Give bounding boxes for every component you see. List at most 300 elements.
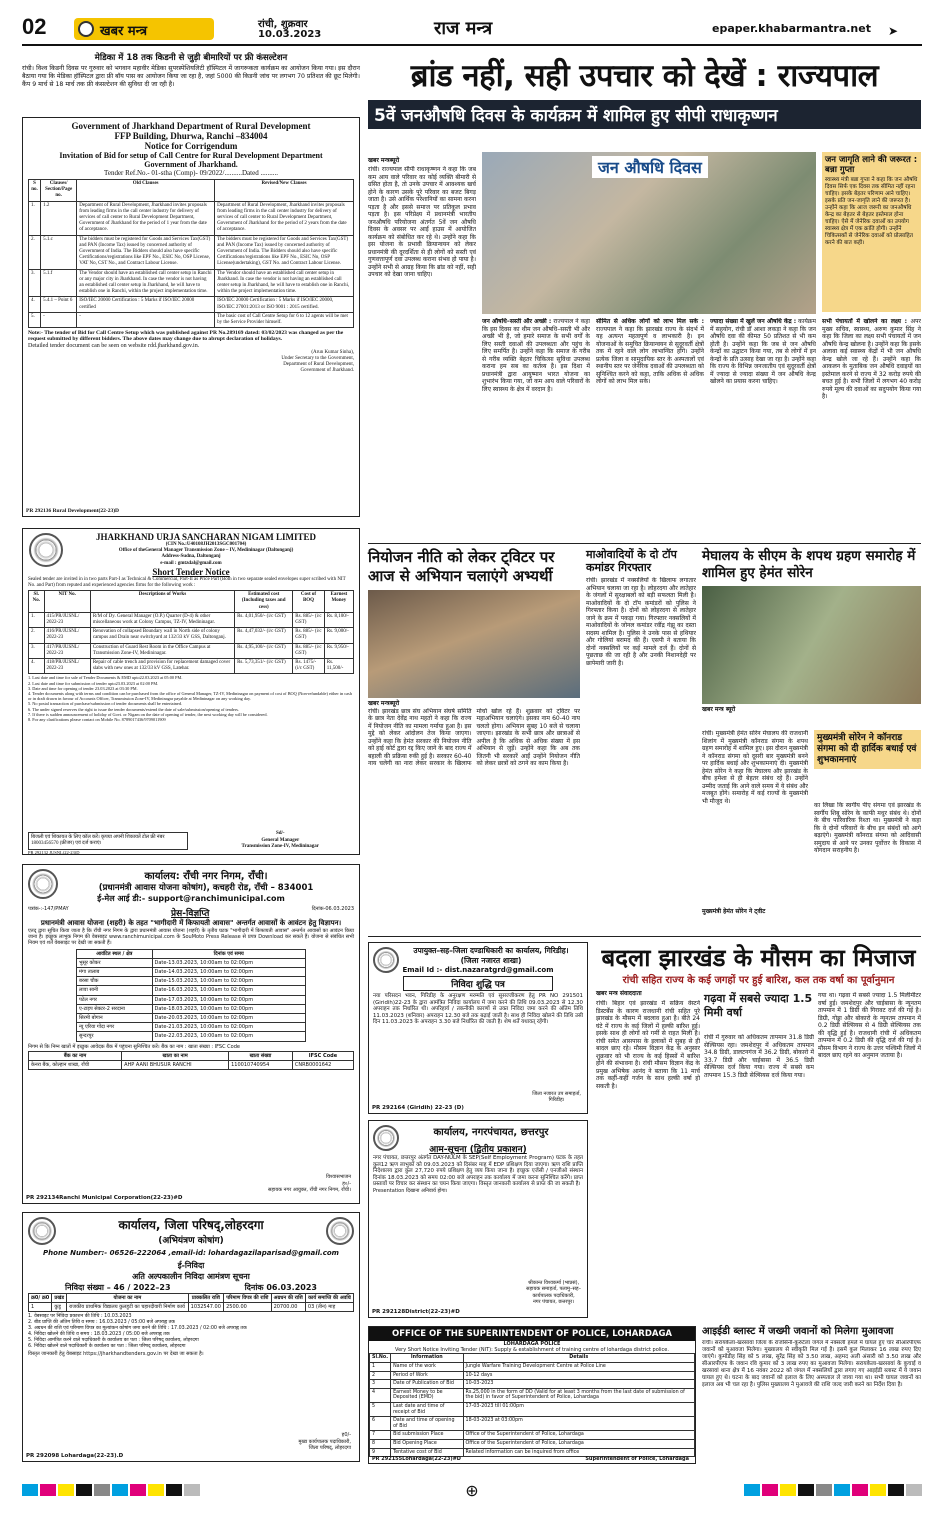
text-line: 7. If there is sudden announcement of holiday of Govt. or Nigam on the date of opening of tender, the next working day will be considered. bbox=[28, 711, 268, 717]
color-bar bbox=[798, 1484, 814, 1496]
table-row bbox=[29, 235, 354, 269]
table-cell: Rs. 885/- (i/c GST) bbox=[293, 612, 324, 627]
lead-col-2 bbox=[482, 318, 590, 540]
niyojan-headline: नियोजन नीति को लेकर ट्विटर पर आज से अभियान चलाएंगे अभ्यर्थी bbox=[368, 548, 555, 585]
zp-signature bbox=[298, 1432, 351, 1451]
text-line: Department of Rural Development, bbox=[283, 362, 354, 368]
section-title: राज मन्त्र bbox=[434, 18, 493, 39]
color-bar bbox=[184, 1484, 200, 1496]
table-cell: 5.4.1 – Point 6 bbox=[41, 297, 77, 312]
table-cell: 2. bbox=[29, 628, 45, 643]
table-cell: Rs. 11,500/- bbox=[324, 659, 353, 674]
text-line: श्रीकान्त विश्वकर्मा (भाप्रसं), bbox=[527, 1280, 580, 1287]
rmc-body: एतद् द्वारा सूचित किया जाता है कि राँची नगर निगम के द्वारा प्रधानमंत्री आवास योजना (शहरी) के तृतीय घटक "भागीदारी में किफायती आवास" अन्तर्गत आवासों का आवंटन किया जाना है। इच्छुक लाभुक निगम की वेबसाइट www.ranchimunicipal.com के SouMoto Press Release से प्रपत्र Download कर सकते हैं। योजना से संबंधित सभी नियम एवं शर्तें वेबसाइट पर देखी जा सकती हैं। bbox=[28, 928, 354, 947]
table-cell: बरसा चौक bbox=[77, 977, 153, 986]
giridih-email: Email Id :- dist.nazaratgrd@gmail.com bbox=[402, 966, 554, 974]
table-cell: Tentative cost of Bid bbox=[391, 1448, 463, 1457]
text-line: 2. Last date and time for submission of tender upto23.03.2023 at 02:00 PM. bbox=[28, 680, 159, 686]
table-header-cell: IFSC Code bbox=[292, 1051, 353, 1060]
table-cell: The bidders must be registered for Goods and Services Tax(GST) and PAN (Income Tax) issued by concerned authority of Government of India. The Bidders should also have specific Certifications/registrations like EPF No., ESIC No, OSP License(undertaking), GST No. and Contract Labour License. bbox=[215, 235, 354, 269]
chhatarpur-logo-icon bbox=[373, 1125, 399, 1151]
table-cell: 415/PR/JUSNL/ 2022-23 bbox=[44, 612, 90, 627]
table-header-cell: Old Clauses bbox=[77, 180, 215, 202]
table-cell: 9 bbox=[370, 1448, 391, 1457]
color-bar bbox=[834, 1484, 850, 1496]
table-cell: पटेल नगर bbox=[77, 995, 153, 1004]
rmc-signature bbox=[268, 1174, 351, 1193]
rmc-bank bbox=[28, 1051, 354, 1070]
page-number: 02 bbox=[22, 14, 47, 39]
lead-byline: खबर मन्त्रब्यूरो bbox=[368, 157, 400, 164]
registration-marks bbox=[22, 1478, 922, 1502]
jusnl-office: Office of theGeneral Manager Transmission Zone – IV, Medininagar (Daltonganj) bbox=[118, 548, 294, 554]
color-bar bbox=[130, 1484, 146, 1496]
rural-table bbox=[28, 179, 354, 328]
table-row bbox=[370, 1363, 695, 1372]
table-cell: मंगा तालाब bbox=[77, 968, 153, 977]
lead-photo bbox=[482, 152, 816, 314]
medica-body: रांची। विश्व किडनी दिवस पर गुरुवार को भगवान महावीर मेडिका सुपरस्पेशियलिटी हॉस्पिटल में जागरूकता कार्यक्रम का आयोजन किया गया। इस दौरान बैठाया गया कि मेडिका हॉस्पिटल द्वारा फ्री बॉय पास का आयोजन किया जा रहा है, जहां 5000 की किडनी जांच पर लगभग 70 प्रतिशत की छूट मिलेगी। कैंप 9 मार्च से 18 मार्च तक फ्री कंसल्टेशन की सुविधा दी जा रही है। bbox=[22, 65, 360, 88]
niyojan-body: रांची। झारखंड छात्र संघ अभियान संघर्ष समिति के छात्र नेता देवेंद्र नाथ महतो ने कहा कि राज्य में नियोजन नीति का मामला गर्माया हुआ है। इस मुद्दे को लेकर आंदोलन तेज किया जाएगा। उन्होंने कहा कि हेमंत सरकार की नियोजन नीति को हाई कोर्ट द्वारा रद्द किए जाने के बाद राज्य में बहाली की प्रक्रिया रुकी हुई है। सरकार 60-40 नाय चलेगी का नारा लेकर सरकार के खिलाफ मोर्चा खोल रहे हैं। शुक्रवार को ट्विटर पर महाअभियान चलाएंगे। इसका नाम 60-40 नाय चलतो होगा। अभियान सुबह 10 बजे से चलाया जाएगा। झारखंड के सभी छात्र और छात्राओं से अपील है कि अधिक से अधिक संख्या में इस अभियान से जुड़ें। उन्होंने कहा कि अब तक जितनी भी सरकारें आईं उन्होंने नियोजन नीति को लेकर छात्रों को ठगने का काम किया है। bbox=[368, 707, 580, 767]
giridih-signature bbox=[532, 1091, 581, 1103]
chhatarpur-body: नगर पंचायत, छत्तरपुर अंतर्गत DAY-NULM के SEP(Self Employment Program) घटक के तहत कुल12 ऋण लाभुकों को 09.03.2023 को दिसंबर माह में EDP प्रशिक्षण दिया जाएगा। ऋण राशि प्राप्ति निदेशालय द्वारा कुल 27,720 रुपये प्रशिक्षण हेतु व्यय किया जाना है। इच्छुक एजेंसी / एनजीओ संस्थान दिनांक 18.03.2023 को समय 02:00 बजे अपराहन तक कार्यालय में जमा करना सुनिश्चित करेंगे। प्राप्त प्रस्तावों पर विचार कर संस्थान का चयन किया जाएगा। विस्तृत जानकारी कार्यालय से प्राप्त की जा सकती है। bbox=[373, 1155, 583, 1188]
text-line: 8. For any clarifications please contact on Mobile No. 8789017436/9709011909 bbox=[28, 717, 166, 723]
table-row bbox=[370, 1431, 695, 1440]
table-row bbox=[77, 1032, 306, 1041]
text-line: विश्वासभाजन bbox=[326, 1174, 351, 1181]
rmc-notice bbox=[22, 864, 360, 1204]
weather-story bbox=[596, 944, 921, 1319]
rmc-patrank: पत्रांक-:-147/PMAY bbox=[28, 906, 69, 912]
table-row bbox=[29, 201, 354, 235]
table-row bbox=[370, 1439, 695, 1448]
table-cell: Date-21.03.2023, 10:00am to 02:00pm bbox=[152, 1023, 305, 1032]
lead-deck: 5वें जनऔषधि दिवस के कार्यक्रम में शामिल हुए सीपी राधाकृष्णन bbox=[368, 100, 921, 129]
weather-byline: खबर मन्त्र संवाददाता bbox=[596, 990, 642, 997]
table-cell: 110010740954 bbox=[229, 1061, 293, 1070]
divider bbox=[368, 543, 921, 544]
lead-body-4: कार्यक्रम में सहयोग, रांची डॉ आशा लकड़ा ने कहा कि जन औषधि दवा की कीमत 50 प्रतिशत से भी कम होती है। उन्होंने कहा कि जब से जन औषधि केन्द्रों का उद्घाटन किया गया, तब से लोगों में इन केन्द्रों के प्रति उत्साह देखा जा रहा है। उन्होंने कहा कि राज्य के विभिन्न जनजातीय एवं सुदूरवर्ती क्षेत्रों में ज्यादा से ज्यादा संख्या में जन औषधि केन्द्र खोलने का प्रयास करना चाहिए। bbox=[710, 318, 816, 385]
table-row bbox=[77, 1004, 306, 1013]
table-cell: 5 bbox=[370, 1402, 391, 1416]
color-bar bbox=[166, 1484, 182, 1496]
sp-table bbox=[369, 1353, 695, 1457]
table-row bbox=[370, 1380, 695, 1389]
table-cell: Date-17.03.2023, 10:00am to 02:00pm bbox=[152, 995, 305, 1004]
medica-headline: मेडिका में 18 तक किडनी से जुड़ी बीमारियों पर फ्री कंसल्टेशन bbox=[94, 53, 288, 63]
color-bar bbox=[780, 1484, 796, 1496]
jusnl-pr: PR 292132 JUSNL(22-23)D bbox=[28, 850, 80, 855]
table-header-cell: कार्य समाप्ति की अवधि bbox=[305, 1294, 353, 1303]
rmc-schedule bbox=[76, 949, 306, 1042]
dateline-city: रांची, शुक्रवार bbox=[258, 19, 308, 30]
meghalaya-story bbox=[702, 548, 921, 928]
table-cell: Date-13.03.2023, 10:00am to 02:00pm bbox=[152, 958, 305, 967]
jusnl-logo-icon bbox=[29, 533, 63, 567]
table-header-cell: Information bbox=[391, 1354, 463, 1363]
table-cell: The bidders must be registered for Goods and Services Tax(GST) and PAN (Income Tax) issued by concerned authority of Government of India. The Bidders should also have specific Certifications/registrations like EPF No., ESIC No, OSP License, VAT No, CST No., and Contract Labour License. bbox=[77, 235, 215, 269]
table-cell: Bid Opening Place bbox=[391, 1439, 463, 1448]
rmc-logo-icon bbox=[28, 869, 58, 899]
sp-signature: Superintendent of Police, Lohardaga bbox=[585, 1455, 689, 1462]
jusnl-cin: (CIN No.:U40108JH2013SGC001704) bbox=[165, 542, 247, 547]
table-cell: The Vendor should have an established call center setup in Ranchi or any major city in Jharkhand. In case the vendor is not having an established call center setup in Jharkhand, he will have to establish one in Ranchi, within the project implementation time. bbox=[77, 269, 215, 297]
text-line: 1. Last date and time for sale of Tender Documents & EMD upto22.03.2023 at 05:00 PM. bbox=[28, 675, 183, 681]
table-cell: Date-15.03.2023, 10:00am to 02:00pm bbox=[152, 977, 305, 986]
lead-sidebar-title: जन जागृति लाने की जरूरत : बन्ना गुप्ता bbox=[825, 155, 918, 175]
table-cell: 2 bbox=[370, 1371, 391, 1380]
maoist-headline: माओवादियों के दो टॉप कमांडर गिरफ्तार bbox=[586, 548, 677, 574]
cursor-icon: ➤ bbox=[888, 24, 899, 38]
jusnl-addr: Address-Sudna, Daltonganj bbox=[161, 554, 221, 560]
table-cell: Date-14.03.2023, 10:00am to 02:00pm bbox=[152, 968, 305, 977]
table-cell: 417/PR/JUSNL/ 2022-23 bbox=[44, 643, 90, 658]
table-header-cell: S no. bbox=[29, 180, 41, 202]
table-row bbox=[77, 958, 306, 967]
table-cell: Rs. 885/- (i/c GST) bbox=[293, 643, 324, 658]
text-line: कार्यपालक पदाधिकारी, bbox=[532, 1292, 575, 1299]
ied-story bbox=[702, 1326, 921, 1464]
table-header-cell: प्राक्कलित राशि bbox=[188, 1294, 223, 1303]
table-header-cell: Clauses/ Section/Page no. bbox=[41, 180, 77, 202]
table-cell: 7 bbox=[370, 1431, 391, 1440]
table-cell: 5.1.f bbox=[41, 269, 77, 297]
table-cell: - bbox=[77, 312, 215, 327]
table-header-cell: आवंटित स्थल / क्षेत्र bbox=[77, 949, 153, 958]
table-cell: लावा सानी bbox=[77, 986, 153, 995]
jusnl-email: e-mail : gmtzdal@gmail.com bbox=[160, 560, 222, 566]
text-line: Government of Jharkhand. bbox=[300, 368, 354, 374]
table-header-cell: Revised/New Clauses bbox=[215, 180, 354, 202]
table-row bbox=[29, 297, 354, 312]
rmc-dinank: दिनांक-06.03.2023 bbox=[311, 906, 354, 912]
table-row bbox=[29, 269, 354, 297]
table-header-cell: Descriptions of Works bbox=[90, 591, 234, 613]
table-cell: Rs. 885/- (i/c GST) bbox=[293, 628, 324, 643]
text-line: जिला परिषद्, लोहरदगा bbox=[308, 1444, 351, 1451]
table-cell: AHP AANI BHUSUR RANCHI bbox=[122, 1061, 229, 1070]
lead-sub-3: ज्यादा संख्या में खुलें जन औषधि केंद्र : bbox=[710, 318, 797, 325]
lead-sub-1: जन औषधि–सस्ती और अच्छी : bbox=[482, 318, 552, 325]
giridih-logo-icon bbox=[373, 947, 399, 973]
text-line: 4. Tender documents along with terms and condition can be purchased from the office of General Manager, TZ-IV, Medininagar on payment of cost of BOQ (Non-refundable) either in cash or in draft drawn in favour of Accounts Officer, Transmission Zone-IV, Medininagar payable at Medininagar on any working day. bbox=[28, 691, 352, 702]
table-header-cell: प्रखंड bbox=[52, 1294, 67, 1303]
zp-nivida: ई-निविदा bbox=[177, 1261, 205, 1270]
text-line: 6. निविदा खोलने वाले पदाधिकारी के कार्यालय का पता : जिला परिषद् कार्यालय, लोहरदगा bbox=[28, 1344, 186, 1350]
table-cell: 8 bbox=[370, 1439, 391, 1448]
meghalaya-caption: मुख्यमंत्री हेमंत सोरेन ने ट्वीट bbox=[702, 908, 766, 915]
rmc-note: निगम से कि निम्न खातों में इच्छुक आवेदक बैंक में पहुंचना सुनिश्चित करें। बैंक का नाम : खाता संख्या : IFSC Code bbox=[28, 1043, 240, 1050]
table-cell: 10-12 days bbox=[463, 1371, 694, 1380]
table-header-cell: अग्रधन की राशि bbox=[271, 1294, 305, 1303]
table-row bbox=[29, 312, 354, 327]
table-header-cell: Cost of BOQ bbox=[293, 591, 324, 613]
lead-headline: ब्रांड नहीं, सही उपचार को देखें : राज्यपाल bbox=[410, 58, 879, 94]
table-cell: Date-16.03.2023, 10:00am to 02:00pm bbox=[152, 986, 305, 995]
dateline-date: 10.03.2023 bbox=[258, 29, 322, 40]
zp-num: निविदा संख्या – 46 / 2022–23 bbox=[65, 1283, 171, 1292]
table-cell: 2. bbox=[29, 235, 41, 269]
rmc-pr: PR 292134Ranchi Municipal Corporation(22-23)#D bbox=[26, 1195, 183, 1201]
table-header-cell: बैंक का नाम bbox=[29, 1051, 122, 1060]
zp-date: दिनांक 06.03.2023 bbox=[244, 1283, 317, 1292]
table-header-cell: योजना का नाम bbox=[67, 1294, 189, 1303]
weather-headline: बदला झारखंड के मौसम का मिजाज bbox=[601, 944, 916, 972]
rural-dev-notice bbox=[22, 117, 360, 517]
zp-logo-right-icon bbox=[326, 1217, 354, 1245]
rural-pr: PR 292136 Rural Development(22-23)D bbox=[26, 508, 120, 514]
color-bar bbox=[762, 1484, 778, 1496]
table-cell: Rs. 4,95,100/- (i/c GST) bbox=[235, 643, 293, 658]
text-line: 3. Date and time for opening of tender 23.03.2023 at 03:30 PM. bbox=[28, 685, 138, 691]
table-cell: Date of Publication of Bid bbox=[391, 1380, 463, 1389]
table-cell: Department of Rural Development, Jharkhand invites proposals from leading firms in the call center industry for delivery of services of call center to Rural Development Department, Government of Jharkhand for the period of 1 year from the date of acceptance. bbox=[77, 201, 215, 235]
lead-body-2: राज्यपाल ने कहा कि इस दिवस का थीम जन औषधि–सस्ती भी और अच्छी भी है, जो हमारे समाज के सभी वर्गों के लिए सस्ती दवाओं की उपलब्धता और पहुंच के लिए समर्पित है। उन्होंने कहा कि समाज के गरीब से गरीब व्यक्ति बेहतर चिकित्सा सुविधा उपलब्ध कराना हम सब का कर्तव्य है। इस दिशा में प्रधानमंत्री द्वारा आयुष्मान भारत योजना का शुभारंभ किया गया, जो कम आय वाले परिवारों के लिए स्वास्थ्य के क्षेत्र में वरदान है। bbox=[482, 318, 590, 393]
table-cell: Date-22.03.2023, 10:00am to 02:00pm bbox=[152, 1032, 305, 1041]
lead-sidebar bbox=[822, 152, 921, 312]
lead-sub-4: सभी पंचायतों में खोलने का लक्ष्य : bbox=[822, 318, 908, 325]
meghalaya-box: मुख्यमंत्री सोरेन ने कॉनराड संगमा को दी हार्दिक बधाई एवं शुभकामनाएं bbox=[814, 730, 921, 769]
text-line: ह०/- bbox=[342, 1180, 351, 1187]
table-cell: 4. bbox=[29, 659, 45, 674]
table-cell: Repair of cable trench and provision for replacement damaged cover slabs with new ones at 132/33 kV GSS, Latehar. bbox=[90, 659, 234, 674]
text-line: (Arun Kumar Sinha), bbox=[311, 349, 354, 355]
table-cell: Rs. 8,100/- bbox=[324, 612, 353, 627]
lead-story bbox=[368, 54, 921, 540]
brand-logo-icon bbox=[78, 21, 94, 37]
jusnl-title: Short Tender Notice bbox=[152, 566, 230, 577]
table-cell: Bid submission Place bbox=[391, 1431, 463, 1440]
table-row bbox=[29, 628, 354, 643]
table-cell: 418/PR/JUSNL/ 2022-23 bbox=[44, 659, 90, 674]
ied-body: रांची। सरायकेला-खरसावां जिला के राजसिनी-कुरुटेला जंगल में नक्सली हमले में घायल हुए चार सीआरपीएफ जवानों को मुआवजा मिलेगा। मुख्यालय से स्वीकृति मिल गई है। इसमें कुल मिलाकर 16 लाख रुपए दिए जाएंगे। कुमोडीह सिंह को 5 लाख, सुरेंद्र सिंह को 3.50 लाख, अहमद अली अंसारी को 3.50 लाख और सीआरपीएफ के जवान रवि कुमार को 3 लाख रुपए का मुआवजा मिलेगा। सरायकेला-खरसावां के कुचाई व खरसावां थाना क्षेत्र में 16 नवंबर 2022 को जंगल में नक्सलियों द्वारा लगाए गए आइईडी ब्लास्ट में ये जवान घायल हुए थे। घटना के बाद जवानों को इलाज के लिए अस्पताल ले जाया गया था। सभी घायल जवानों का इलाज अब भी चल रहा है। पुलिस मुख्यालय ने मुआवजे की राशि जल्द जारी करने का निर्देश दिया है। bbox=[702, 1340, 921, 1388]
table-cell: Rs. 9,950/- bbox=[324, 643, 353, 658]
lead-body-5: अपर मुख्य सचिव, स्वास्थ्य, अरुण कुमार सिंह ने कहा कि जिला का लक्ष्य सभी पंचायतों में जन औषधि केन्द्र खोलना है। उन्होंने कहा कि इसके अलावा कई स्वास्थ्य केंद्रों में भी जन औषधि केन्द्र खोले जा रहे हैं। उन्होंने कहा कि आकलन के मुताबिक जन औषधि दवाइयों का इस्तेमाल करने से राज्य में 32 करोड़ रुपये की बचत हुई है। सभी जिलों में लगभग 40 करोड़ रुपये मूल्य की दवाओं का सदुपयोग किया गया है। bbox=[822, 318, 921, 400]
niyojan-story bbox=[368, 548, 580, 928]
table-cell: केनरा बैंक, कोल्हान शाखा, राँची bbox=[29, 1061, 122, 1070]
table-cell: Office of the Superintendent of Police, Lohardaga bbox=[463, 1431, 694, 1440]
table-cell: Rs. 5,73,351/- (i/c GST) bbox=[235, 659, 293, 674]
table-cell: Related information can be inquired from office bbox=[463, 1448, 694, 1457]
zp-title: कार्यालय, जिला परिषद्,लोहरदगा bbox=[118, 1218, 264, 1232]
weather-col-1: रांची। बिहार एवं झारखंड में सक्रिय वेस्टर्न डिस्टर्बेंस के कारण राजधानी रांची सहित पूरे झारखंड के मौसम में बदलाव हुआ है। बीते 24 घंटे में राज्य के कई जिलों में हल्की बारिश हुई। इसके साथ ही लोगों को गर्मी से राहत मिली है। रांची समेत आसपास के इलाकों में सुबह से ही बादल छाए रहे। मौसम विज्ञान केंद्र के अनुसार शुक्रवार को भी राज्य के कई हिस्सों में बारिश होने की संभावना है। रांची मौसम विज्ञान केंद्र के प्रमुख अभिषेक आनंद ने बताया कि 11 मार्च तक कहीं-कहीं गर्जन के साथ हल्की वर्षा हो सकती है। bbox=[596, 1000, 700, 1090]
table-cell: ए-टाइप सेक्टर-2 सरदाना bbox=[77, 1004, 153, 1013]
table-cell: Jungle Warfare Training Development Centre at Police Line bbox=[463, 1363, 694, 1372]
table-cell: सुन्दरपुर bbox=[77, 1032, 153, 1041]
zp-table bbox=[28, 1293, 354, 1312]
text-line: गिरिडीह। bbox=[548, 1096, 565, 1103]
jusnl-notice bbox=[22, 528, 360, 855]
color-bar bbox=[816, 1484, 832, 1496]
table-cell: 416/PR/JUSNL/ 2022-23 bbox=[44, 628, 90, 643]
table-row bbox=[370, 1402, 695, 1416]
table-cell: 1 bbox=[370, 1363, 391, 1372]
giridih-body: नया परिसदन भवन, गिरिडीह के अनुरक्षण मरम्मति एवं सुसज्जीकरण हेतु PR NO 291501 (Giridih)22-23 के द्वारा आमंत्रित निविदा कार्यालय में जमा करने की तिथि 09.03.2023 से 12.30 अपराहन तक निर्धारित थी। अपरिहार्य / तकनीकी कारणों से उक्त निविदा जमा करने की अंतिम तिथि 11.03.2023 (शनिवार) अपराहन 12.30 बजे तक बढ़ाई जाती है। साथ ही निविदा खोलने की तिथि उसी दिन 11.03.2023 के अपराहन 3.30 बजे निर्धारित की जाती है। शेष शर्तें यथावत् रहेंगी। bbox=[373, 993, 583, 1026]
text-line: 5. No postal transaction of purchase/submission of tender documents shall be entertained. bbox=[28, 701, 183, 707]
text-line: 1. वेबसाइट पर निविदा प्रकाशन की तिथि : 10.03.2023 bbox=[28, 1314, 132, 1320]
color-bar bbox=[870, 1484, 886, 1496]
table-row bbox=[77, 986, 306, 995]
zp-foot: विस्तृत जानकारी हेतु वेबसाइट https://jharkhandtenders.gov.in पर देखा जा सकता है। bbox=[28, 1351, 204, 1358]
color-bar bbox=[40, 1484, 56, 1496]
color-bar bbox=[94, 1484, 110, 1496]
maoist-body: रांची। झारखंड में नक्सलियों के खिलाफ लगातार अभियान चलाया जा रहा है। लोहरदगा और लातेहार के जंगलों में सुरक्षाबलों को बड़ी सफलता मिली है। माओवादियों के दो टॉप कमांडरों को पुलिस ने गिरफ्तार किया है। दोनों को लोहरदगा से लातेहार जाने के क्रम में पकड़ा गया। गिरफ्तार नक्सलियों में माओवादियों के जोनल कमांडर रवींद्र गंझू का दस्ता सदस्य शामिल है। पुलिस ने उनके पास से हथियार और गोलियां बरामद की हैं। एसपी ने बताया कि दोनों नक्सलियों पर कई मामले दर्ज हैं। दोनों से पूछताछ की जा रही है और उनकी निशानदेही पर छापेमारी जारी है। bbox=[586, 577, 696, 667]
color-bar bbox=[22, 1484, 38, 1496]
sp-line: Very Short Notice Inviting Tender (NIT): Supply & establishment of training centre of lohardaga district police. bbox=[395, 1347, 669, 1354]
table-cell: 1. bbox=[29, 612, 45, 627]
table-row bbox=[77, 995, 306, 1004]
table-row bbox=[370, 1371, 695, 1380]
table-row bbox=[77, 977, 306, 986]
color-bar bbox=[76, 1484, 92, 1496]
medica-story bbox=[22, 52, 360, 114]
table-cell: ISO/IEC 20000 Certification : 5 Marks if ISO/IEC 20000 certified bbox=[77, 297, 215, 312]
table-cell: 5.1.c bbox=[41, 235, 77, 269]
table-cell: 2500.00 bbox=[224, 1303, 271, 1312]
table-cell: Date-18.03.2023, 10:00am to 02:00pm bbox=[152, 1004, 305, 1013]
chhatarpur-pr: PR 292128District(22-23)#D bbox=[372, 1309, 460, 1315]
table-cell: Name of the work bbox=[391, 1363, 463, 1372]
color-bar bbox=[852, 1484, 868, 1496]
zp-phone: Phone Number:- 06526-222064 ,email-id: lohardagazilaparisad@gmail.com bbox=[43, 1249, 339, 1257]
table-header-cell: Earnest Money bbox=[324, 591, 353, 613]
table-cell: 1032547.00 bbox=[188, 1303, 223, 1312]
table-cell: The basic cost of Call Centre Setup for 6 to 12 agents will be met by the Service Provider himself. bbox=[215, 312, 354, 327]
zp-logo-left-icon bbox=[28, 1217, 56, 1245]
table-header-cell: Sl. No. bbox=[29, 591, 45, 613]
text-line: 3. अग्रधन की राशि एवं परिमाण विपत्र का मूल्यांकन कोषांग जमा करने की तिथि : 17.03.2023 / 02:00 बजे अपराह्न तक bbox=[28, 1326, 247, 1332]
zp-head: अति अल्पकालीन निविदा आमंत्रण सूचना bbox=[132, 1272, 250, 1281]
table-header-cell: खाता का नाम bbox=[122, 1051, 229, 1060]
table-cell: 20700.00 bbox=[271, 1303, 305, 1312]
table-cell: 3. bbox=[29, 643, 45, 658]
maoist-story bbox=[586, 548, 696, 928]
table-cell: Office of the Superintendent of Police, Lohardaga bbox=[463, 1439, 694, 1448]
lead-col-3 bbox=[596, 318, 704, 540]
table-header-cell: Estimated cost (Including taxes and cess) bbox=[235, 591, 293, 613]
table-cell: Department of Rural Development, Jharkhand invites proposals from leading firms in the call center industry for delivery of services of call center to Rural Development Department, Government of Jharkhand for the period of 2 years from the date of acceptance. bbox=[215, 201, 354, 235]
weather-box: गढ़वा में सबसे ज्यादा 1.5 मिमी वर्षा bbox=[704, 992, 813, 1019]
table-cell: R/M of Dy. General Manager (O.P.) Quarter (D-4) & other miscellaneous work at Colony Campus, TZ-IV, Medininagar. bbox=[90, 612, 234, 627]
rural-detail: Detailed tender document can be seen on website rdd.jharkhand.gov.in. bbox=[28, 342, 200, 349]
text-line: मुख्य कार्यपालक पदाधिकारी, bbox=[298, 1438, 351, 1445]
chhatarpur-title: कार्यालय, नगरपंचायत, छत्तरपुर bbox=[433, 1127, 549, 1138]
rmc-press: प्रेस-विज्ञप्ति bbox=[171, 909, 210, 919]
table-row bbox=[77, 1014, 306, 1023]
divider-2 bbox=[368, 936, 921, 937]
table-cell: 17-03-2023 till 01:00pm bbox=[463, 1402, 694, 1416]
niyojan-photo bbox=[368, 590, 580, 698]
text-line: नगर पंचायत, छत्तरपुर। bbox=[532, 1298, 575, 1305]
table-row bbox=[29, 643, 354, 658]
epaper-url[interactable]: epaper.khabarmantra.net bbox=[712, 22, 871, 35]
chhatarpur-signature bbox=[526, 1280, 581, 1305]
table-cell: भुसूर कोकर bbox=[77, 958, 153, 967]
table-cell: 3 bbox=[370, 1380, 391, 1389]
jusnl-signature bbox=[242, 831, 319, 850]
table-header-cell: दिनांक एवं समय bbox=[152, 949, 305, 958]
table-row bbox=[370, 1388, 695, 1402]
meghalaya-photo bbox=[702, 586, 921, 704]
table-cell: Rs.25,000 in the form of DD (Valid for at least 3 months from the last date of submission of the bid) in favor of Superintendent of Police, Lohardaga bbox=[463, 1388, 694, 1402]
table-cell: Rs. 9,000/- bbox=[324, 628, 353, 643]
text-line: 4. निविदा खोलने की तिथि व समय : 18.03.2023 / 05:00 बजे अपराह्न तक bbox=[28, 1332, 170, 1338]
table-header-cell: Details bbox=[463, 1354, 694, 1363]
lead-sidebar-body: स्वास्थ्य मंत्री बन्ना गुप्ता ने कहा कि जन औषधि दिवस सिर्फ एक दिवस तक सीमित नहीं रहना चाहिए। इसके बेहतर परिणाम आने चाहिए। इसके प्रति जन-जागृति लाने की जरूरत है। उन्होंने कहा कि आज जरूरी का जनऔषधि केन्द्र का बेहतर से बेहतर इस्तेमाल होना चाहिए। ऐसे में जेनेरिक दवाओं का उपयोग स्वास्थ्य क्षेत्र में एक क्रांति होगी। उन्होंने चिकित्सकों से जेनेरिक दवाओं को प्रोत्साहित करने की बात कही। bbox=[825, 177, 918, 246]
rural-addr: FFP Building, Dhurwa, Ranchi –834004 bbox=[114, 131, 268, 141]
lead-photo-banner: जन औषधि दिवस bbox=[592, 156, 708, 178]
rmc-email: ई-मेल आई डी:- support@ranchimunicipal.com bbox=[97, 894, 285, 903]
table-cell: ISO/IEC 20000 Certification : 5 Marks if ISO/IEC 20000, ISO/IEC 27001:2013 or ISO 9001 : 2015 certified. bbox=[215, 297, 354, 312]
jusnl-notes bbox=[28, 675, 354, 722]
chhatarpur-notice bbox=[368, 1120, 588, 1318]
crosshair-icon: ⊕ bbox=[465, 1480, 479, 1500]
table-cell: - bbox=[41, 312, 77, 327]
lead-col-4 bbox=[710, 318, 816, 540]
rural-signature bbox=[28, 350, 354, 375]
table-cell: न्यू एरिया गोंदा नगर bbox=[77, 1023, 153, 1032]
weather-col-2: रांची में गुरुवार को अधिकतम तापमान 31.8 डिग्री सेल्सियस रहा। जमशेदपुर में अधिकतम तापमान 34.8 डिग्री, डालटनगंज में 36.2 डिग्री, बोकारो में 33.7 डिग्री और चाईबासा में 36.5 डिग्री सेल्सियस दर्ज किया गया। राज्य में सबसे कम तापमान 15.3 डिग्री सेल्सियस दर्ज किया गया। bbox=[704, 1034, 814, 1079]
zp-sub: (अभियंत्रण कोषांग) bbox=[158, 1236, 224, 1246]
table-cell: 1.2 bbox=[41, 201, 77, 235]
table-header-cell: खाता संख्या bbox=[229, 1051, 293, 1060]
niyojan-byline: खबर मन्त्रब्यूरो bbox=[368, 700, 400, 707]
table-cell: 4 bbox=[370, 1388, 391, 1402]
table-cell: 3. bbox=[29, 269, 41, 297]
rmc-head: प्रधानमंत्री आवास योजना (शहरी) के तहत "भागीदारी में किफायती आवास" अन्तर्गत आवासों के आवंटन हेतु विज्ञापन। bbox=[40, 919, 342, 927]
table-cell: Renovation of collapsed Boundary wall in North side of colony campus and Drain near switchyard at 132/33 kV GSS, Daltonganj. bbox=[90, 628, 234, 643]
sp-lohardaga-notice bbox=[368, 1326, 696, 1464]
table-cell: The Vendor should have an established call center setup in Jharkhand. In case the vendor is not having an established call center setup in Jharkhand, he will have to establish one in Ranchi, within the project implementation time. bbox=[215, 269, 354, 297]
text-line: 5. निविदा आमंत्रित करने वाले पदाधिकारी के कार्यालय का पता : जिला परिषद् कार्यालय, लोहरदगा bbox=[28, 1338, 199, 1344]
jusnl-org: JHARKHAND URJA SANCHARAN NIGAM LIMITED bbox=[95, 532, 316, 542]
rural-invitation: Invitation of Bid for setup of Call Centre for Rural Development Department Government of Jharkhand. bbox=[59, 151, 323, 169]
color-bar bbox=[888, 1484, 904, 1496]
text-line: 2. बीड प्राप्ति की अंतिम तिथि व समय : 16.03.2023 / 05:00 बजे अपराह्न तक bbox=[28, 1320, 175, 1326]
text-line: सहायक नगर आयुक्त, राँची नगर निगम, राँची। bbox=[268, 1186, 351, 1193]
sp-sub: LOHARDAGA POLICE bbox=[503, 1341, 561, 1347]
text-line: Transmission Zone-IV, Medininagar bbox=[241, 843, 319, 849]
table-cell: 03 (तीन) माह bbox=[305, 1303, 353, 1312]
text-line: जिला नजारत उप समाहर्ता, bbox=[532, 1090, 581, 1097]
color-bar bbox=[148, 1484, 164, 1496]
jusnl-table bbox=[28, 590, 354, 674]
color-bar bbox=[58, 1484, 74, 1496]
table-cell: 1. bbox=[29, 201, 41, 235]
weather-deck: रांची सहित राज्य के कई जगहों पर हुई बारिश, कल तक वर्षा का पूर्वानुमान bbox=[622, 975, 895, 986]
table-cell: CNRB0001642 bbox=[292, 1061, 353, 1070]
meghalaya-body-2: का लिखा कि स्वर्गीय पीए संगमा एवं झारखंड के स्वर्गीय शिबू सोरेन के काफी मधुर संबंध थे। दोनों के बीच पारिवारिक रिश्ता था। मुख्यमंत्री ने कहा कि वे दोनों परिवारों के बीच इन संबंधों को आगे बढ़ाएंगे। मुख्यमंत्री कॉनराड संगमा को आदिवासी समुदाय से आने पर उनका पूर्वोत्तर के विकास में योगदान सराहनीय है। bbox=[814, 802, 921, 854]
text-line: Sd/- bbox=[275, 831, 285, 837]
table-cell: 1 bbox=[29, 1303, 52, 1312]
color-bar bbox=[906, 1484, 922, 1496]
table-cell: 4. bbox=[29, 297, 41, 312]
table-header-cell: NIT No. bbox=[44, 591, 90, 613]
rmc-title: कार्यालय: राँची नगर निगम, राँची। bbox=[144, 871, 268, 882]
table-cell: सिरमी बोगान bbox=[77, 1014, 153, 1023]
page-header bbox=[22, 14, 922, 46]
chhatarpur-presentation: Presentation दिखाना अनिवार्य होगा। bbox=[373, 1187, 448, 1194]
table-header-cell: परिमाण विपत्र की राशि bbox=[224, 1294, 271, 1303]
sp-title: OFFICE OF THE SUPERINTENDENT OF POLICE, LOHARDAGA bbox=[369, 1327, 695, 1341]
meghalaya-headline: मेघालय के सीएम के शपथ ग्रहण समारोह में शामिल हुए हेमंत सोरेन bbox=[702, 548, 916, 581]
chhatarpur-head: आम-सूचना (द्वितीय प्रकाशन) bbox=[429, 1145, 527, 1155]
lead-sub-2: सीमित से अधिक लोगों को लाभ मिल सके : bbox=[596, 318, 704, 325]
table-cell: कुडू bbox=[52, 1303, 67, 1312]
table-cell: 18-03-2023 at 03:00pm bbox=[463, 1417, 694, 1431]
giridih-head: निविदा शुद्धि पत्र bbox=[403, 976, 553, 991]
rmc-sub: (प्रधानमंत्री आवास योजना कोषांग), कचहरी रोड, राँची – 834001 bbox=[98, 883, 314, 893]
